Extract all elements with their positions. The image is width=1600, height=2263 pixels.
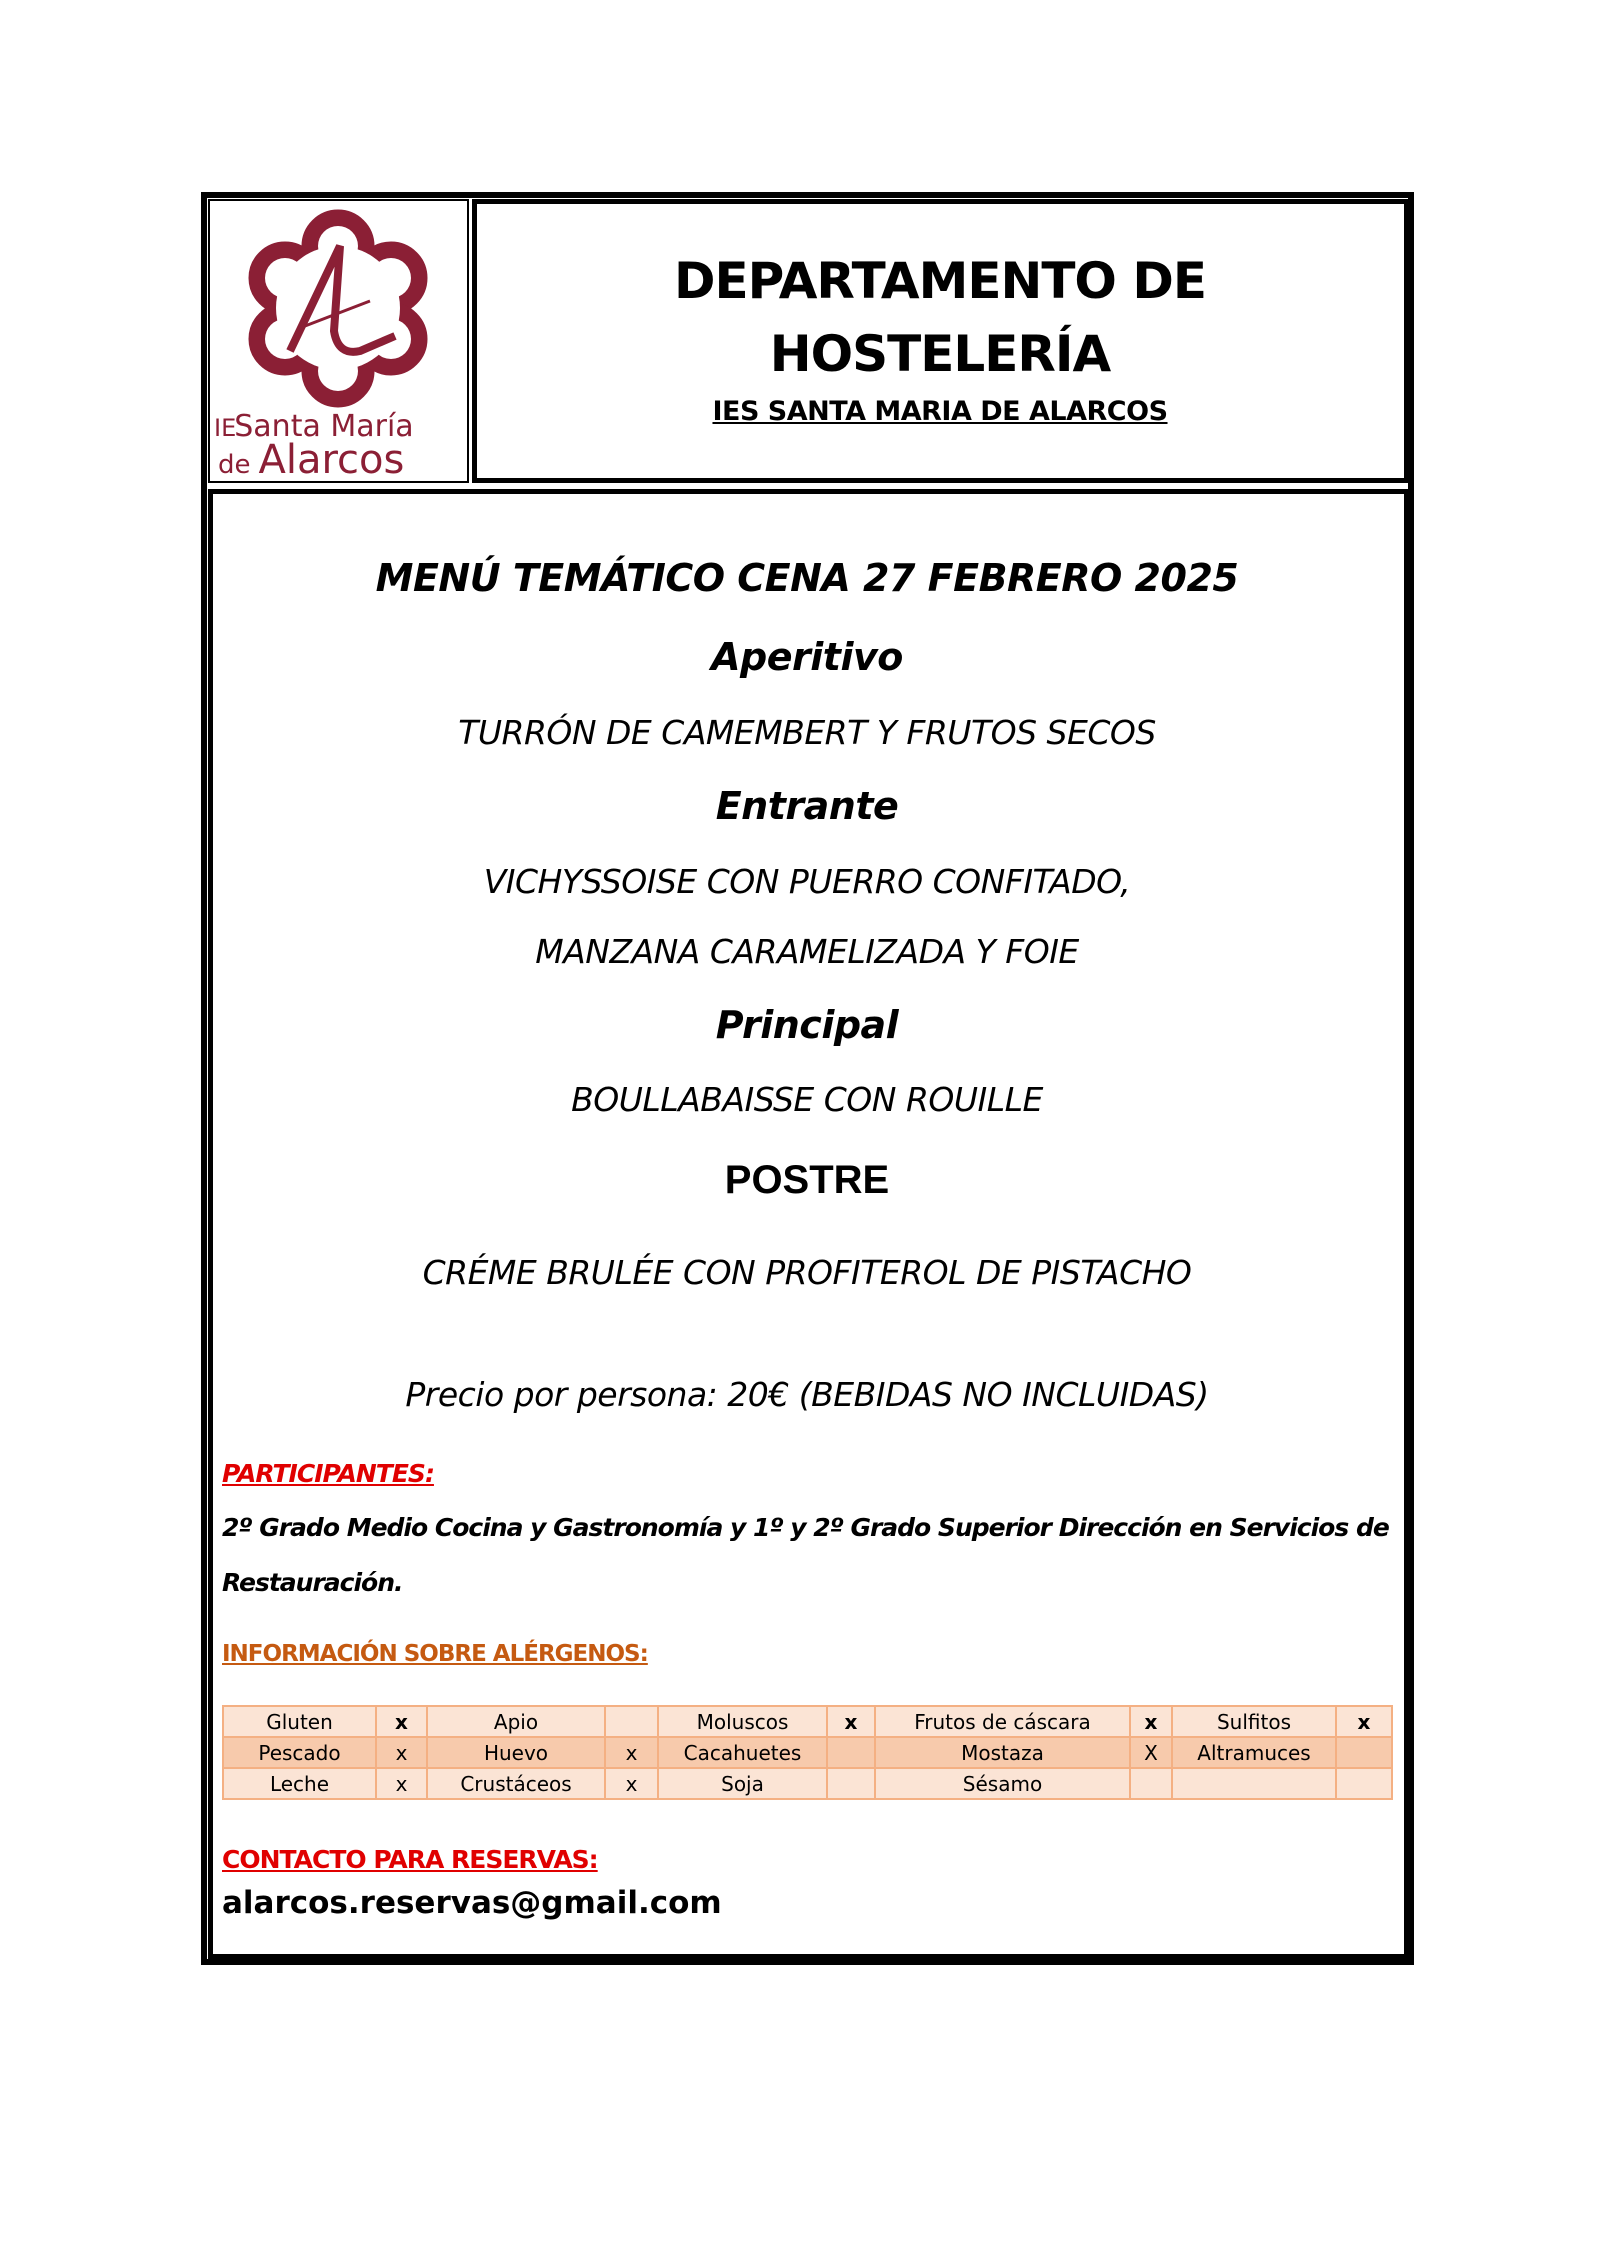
allergen-mark: x [1336,1706,1392,1737]
principal-heading: Principal [715,1003,899,1047]
allergen-name: Cacahuetes [658,1737,827,1768]
allergen-row [223,1768,1392,1799]
allergen-mark: x [376,1737,427,1768]
allergen-mark [827,1737,875,1768]
allergen-mark [605,1706,658,1737]
allergen-mark: x [827,1706,875,1737]
participants-label: PARTICIPANTES: [222,1459,434,1488]
department-title-line1: DEPARTAMENTO DE [673,252,1207,310]
price-text: Precio por persona: 20€ (BEBIDAS NO INCLUIDAS) [405,1375,1209,1414]
allergen-name: Soja [658,1768,827,1799]
allergen-name: Leche [223,1768,376,1799]
principal-dish: BOULLABAISSE CON ROUILLE [571,1080,1043,1119]
allergen-name: Sésamo [875,1768,1130,1799]
allergen-name: Frutos de cáscara [875,1706,1130,1737]
allergen-mark: x [605,1768,658,1799]
allergen-row [223,1706,1392,1737]
aperitivo-heading: Aperitivo [711,635,903,679]
allergen-mark [1336,1768,1392,1799]
allergens-label: INFORMACIÓN SOBRE ALÉRGENOS: [222,1641,648,1667]
allergen-name: Crustáceos [427,1768,605,1799]
allergen-name: Moluscos [658,1706,827,1737]
allergen-name: Sulfitos [1172,1706,1336,1737]
allergen-mark [827,1768,875,1799]
svg-text:IESanta María: IESanta María [214,409,414,444]
allergen-row [223,1737,1392,1768]
school-subtitle: IES SANTA MARIA DE ALARCOS [712,396,1168,427]
contact-label: CONTACTO PARA RESERVAS: [222,1845,598,1874]
allergen-mark: X [1130,1737,1172,1768]
svg-text:deAlarcos: de Alarcos [218,437,405,481]
participants-line1: 2º Grado Medio Cocina y Gastronomía y 1º y 2º Grado Superior Dirección en Servicios de [222,1513,1389,1542]
participants-line2: Restauración. [222,1568,403,1597]
allergen-name: Huevo [427,1737,605,1768]
aperitivo-dish: TURRÓN DE CAMEMBERT Y FRUTOS SECOS [458,713,1156,752]
entrante-heading: Entrante [715,784,899,828]
logo-cell [208,199,469,483]
allergens-table [222,1705,1393,1800]
entrante-dish-line1: VICHYSSOISE CON PUERRO CONFITADO, [483,862,1131,901]
school-logo [210,201,467,481]
allergen-mark: x [376,1768,427,1799]
department-title-line2: HOSTELERÍA [769,325,1111,383]
allergen-name: Altramuces [1172,1737,1336,1768]
postre-heading: POSTRE [724,1158,890,1202]
menu-title: MENÚ TEMÁTICO CENA 27 FEBRERO 2025 [375,556,1239,600]
entrante-dish-line2: MANZANA CARAMELIZADA Y FOIE [535,932,1079,971]
allergen-mark: x [1130,1706,1172,1737]
allergen-name: Gluten [223,1706,376,1737]
postre-dish: CRÉME BRULÉE CON PROFITEROL DE PISTACHO [422,1253,1192,1292]
allergen-name [1172,1768,1336,1799]
allergen-name: Pescado [223,1737,376,1768]
contact-email[interactable]: alarcos.reservas@gmail.com [222,1885,722,1921]
allergen-mark: x [605,1737,658,1768]
allergen-mark [1336,1737,1392,1768]
allergen-mark: x [376,1706,427,1737]
allergen-name: Apio [427,1706,605,1737]
allergen-name: Mostaza [875,1737,1130,1768]
allergen-mark [1130,1768,1172,1799]
